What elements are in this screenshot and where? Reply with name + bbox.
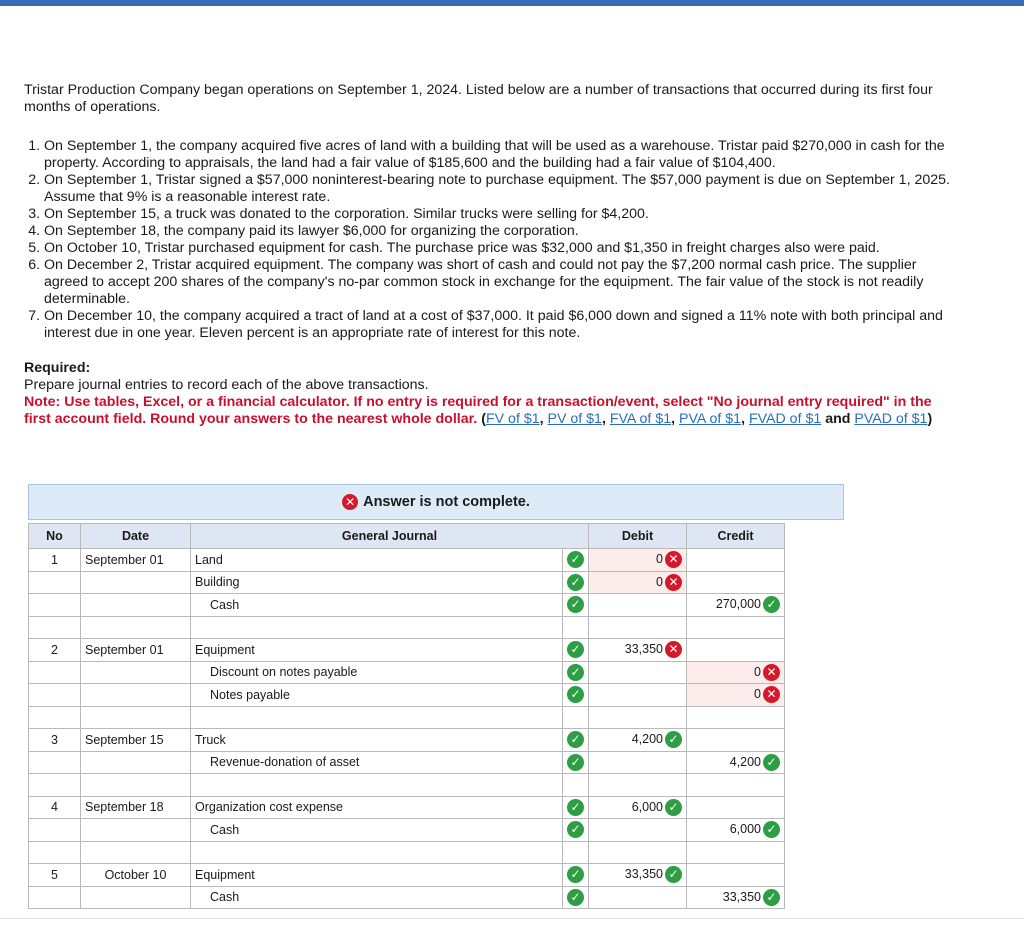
debit-field[interactable] [589,706,687,729]
credit-field[interactable] [687,594,785,617]
x-circle-icon: ✕ [763,664,780,681]
account-status [563,684,589,707]
account-status [563,796,589,819]
account-field[interactable] [191,684,563,707]
account-status [563,616,589,639]
credit-field[interactable] [687,571,785,594]
date-field[interactable] [81,661,191,684]
account-status [563,594,589,617]
account-status [563,571,589,594]
table-row [29,571,785,594]
table-row [29,819,785,842]
account-field[interactable] [191,661,563,684]
header-date: Date [81,524,191,549]
required-instruction: Prepare journal entries to record each of the above transactions. [24,377,429,393]
check-circle-icon: ✓ [567,574,584,591]
check-circle-icon: ✓ [763,889,780,906]
credit-field[interactable] [687,796,785,819]
answer-status-text: Answer is not complete. [363,494,530,510]
table-row [29,684,785,707]
transaction-item: 5. On October 10, Tristar purchased equipment for cash. The purchase price was $32,000 and $1,350 in freight charges also were paid. [44,240,954,257]
account-field[interactable] [191,796,563,819]
header-credit: Credit [687,524,785,549]
credit-value: 270,000 [715,597,761,612]
date-field[interactable] [81,684,191,707]
debit-field[interactable] [589,841,687,864]
table-row [29,864,785,887]
account-name: Discount on notes payable [210,665,358,680]
account-field[interactable] [191,616,563,639]
table-row [29,616,785,639]
account-name: Truck [195,732,226,747]
check-circle-icon: ✓ [567,641,584,658]
transaction-list [24,138,954,342]
check-circle-icon: ✓ [567,821,584,838]
table-header-row [29,524,785,549]
table-row [29,594,785,617]
x-circle-icon: ✕ [665,551,682,568]
date-field[interactable] [81,594,191,617]
account-field[interactable] [191,706,563,729]
debit-field[interactable] [589,796,687,819]
row-no [29,751,81,774]
debit-field[interactable] [589,751,687,774]
table-row [29,796,785,819]
date-field[interactable] [81,751,191,774]
debit-field[interactable] [589,684,687,707]
account-status [563,751,589,774]
top-accent-bar [0,0,1024,6]
account-status [563,639,589,662]
credit-value: 4,200 [729,754,761,769]
credit-field[interactable] [687,616,785,639]
row-no: 2 [29,639,81,662]
account-name: Cash [210,822,240,837]
header-debit: Debit [589,524,687,549]
account-name: Building [195,575,240,590]
required-note [24,394,954,428]
row-no: 1 [29,549,81,572]
check-circle-icon: ✓ [567,551,584,568]
table-row [29,841,785,864]
debit-field[interactable] [589,639,687,662]
check-circle-icon: ✓ [567,754,584,771]
row-no [29,594,81,617]
account-status [563,841,589,864]
debit-field[interactable] [589,594,687,617]
table-row [29,751,785,774]
transaction-item: 3. On September 15, a truck was donated to the corporation. Similar trucks were selling for $4,200. [44,206,954,223]
account-name: Revenue-donation of asset [210,755,360,770]
row-no [29,841,81,864]
account-status [563,886,589,909]
row-no: 4 [29,796,81,819]
debit-field[interactable] [589,819,687,842]
link-fva-of-1[interactable]: FVA of $1 [609,411,672,427]
date-field[interactable] [81,706,191,729]
account-status [563,706,589,729]
debit-field[interactable] [589,864,687,887]
link-pva-of-1[interactable]: PVA of $1 [679,411,742,427]
account-field[interactable] [191,571,563,594]
account-status [563,864,589,887]
check-circle-icon: ✓ [665,731,682,748]
debit-value: 0 [656,552,663,567]
date-field[interactable]: September 15 [81,729,191,752]
credit-field[interactable] [687,706,785,729]
link-pvad-of-1[interactable]: PVAD of $1 [854,411,928,427]
account-field[interactable] [191,639,563,662]
account-field[interactable] [191,751,563,774]
check-circle-icon: ✓ [567,731,584,748]
date-field[interactable] [81,571,191,594]
transaction-item: 7. On December 10, the company acquired a tract of land at a cost of $37,000. It paid $6,000 down and signed a 11% note with both principal and interest due in one year. Eleven percent is an appropriate rate of interest for this note. [44,308,954,342]
intro-paragraph: Tristar Production Company began operations on September 1, 2024. Listed below are a number of transactions that occurred during its first four months of operations. [24,82,933,115]
check-circle-icon: ✓ [567,889,584,906]
credit-value: 33,350 [722,889,761,904]
account-name: Equipment [195,867,255,882]
account-name: Land [195,552,223,567]
table-links: (FV of $1, PV of $1, FVA of $1, PVA of $1, FVAD of $1 and PVAD of $1) [481,411,933,427]
debit-value: 4,200 [631,732,663,747]
credit-value: 0 [754,664,761,679]
row-no [29,886,81,909]
account-field[interactable] [191,729,563,752]
check-circle-icon: ✓ [567,866,584,883]
debit-value: 6,000 [631,799,663,814]
row-no [29,616,81,639]
credit-field[interactable] [687,886,785,909]
row-no [29,571,81,594]
account-name: Cash [210,890,240,905]
credit-field[interactable] [687,549,785,572]
credit-field[interactable] [687,661,785,684]
answer-status-banner [28,484,844,520]
row-no [29,684,81,707]
check-circle-icon: ✓ [763,596,780,613]
table-row [29,661,785,684]
account-status [563,729,589,752]
table-row [29,774,785,797]
account-status [563,661,589,684]
debit-field[interactable] [589,886,687,909]
row-no [29,774,81,797]
credit-field[interactable] [687,774,785,797]
row-no: 3 [29,729,81,752]
account-name: Notes payable [210,687,290,702]
check-circle-icon: ✓ [567,686,584,703]
credit-field[interactable] [687,684,785,707]
required-heading: Required: [24,360,91,376]
transaction-item: 6. On December 2, Tristar acquired equipment. The company was short of cash and could not pay the $7,200 normal cash price. The supplier agreed to accept 200 shares of the company's no-par common stock in exchange for the equipment. The fair value of the stock is not readily determinable. [44,257,954,308]
row-no [29,661,81,684]
general-journal-table [28,523,785,909]
debit-field[interactable] [589,549,687,572]
bottom-divider [0,918,1024,919]
debit-field[interactable] [589,661,687,684]
debit-field[interactable] [589,729,687,752]
check-circle-icon: ✓ [567,799,584,816]
link-fv-of-1[interactable]: FV of $1 [485,411,540,427]
check-circle-icon: ✓ [567,596,584,613]
account-field[interactable] [191,864,563,887]
link-fvad-of-1[interactable]: FVAD of $1 [748,411,822,427]
x-circle-icon: ✕ [763,686,780,703]
x-circle-icon: ✕ [342,494,358,510]
date-field[interactable]: September 18 [81,796,191,819]
note-text: Note: Use tables, Excel, or a financial calculator. If no entry is required for a transaction/event, select "No journal entry required" in the first account field. Round your answers to the nearest whole dollar. [24,394,932,427]
check-circle-icon: ✓ [567,664,584,681]
transaction-item: 1. On September 1, the company acquired five acres of land with a building that will be used as a warehouse. Tristar paid $270,000 in cash for the property. According to appraisals, the land had a fair value of $185,600 and the building had a fair value of $104,400. [44,138,954,172]
date-field[interactable]: September 01 [81,639,191,662]
link-pv-of-1[interactable]: PV of $1 [547,411,602,427]
x-circle-icon: ✕ [665,641,682,658]
debit-value: 33,350 [624,642,663,657]
account-name: Equipment [195,642,255,657]
account-field[interactable] [191,886,563,909]
date-field[interactable] [81,819,191,842]
credit-value: 0 [754,687,761,702]
and-text: and [825,411,851,427]
account-status [563,549,589,572]
row-no [29,819,81,842]
header-general-journal: General Journal [191,524,589,549]
row-no [29,706,81,729]
credit-value: 6,000 [729,822,761,837]
credit-field[interactable] [687,864,785,887]
date-field[interactable] [81,774,191,797]
debit-field[interactable] [589,616,687,639]
table-row [29,706,785,729]
credit-field[interactable] [687,841,785,864]
account-status [563,819,589,842]
problem-text [24,82,954,428]
table-row [29,639,785,662]
account-name: Cash [210,597,240,612]
account-field[interactable] [191,841,563,864]
row-no: 5 [29,864,81,887]
date-field[interactable]: September 01 [81,549,191,572]
account-field[interactable] [191,819,563,842]
date-field[interactable] [81,616,191,639]
date-field[interactable] [81,841,191,864]
account-name: Organization cost expense [195,800,344,815]
table-row [29,729,785,752]
check-circle-icon: ✓ [665,799,682,816]
transaction-item: 2. On September 1, Tristar signed a $57,000 noninterest-bearing note to purchase equipment. The $57,000 payment is due on September 1, 2025. Assume that 9% is a reasonable interest rate. [44,172,954,206]
check-circle-icon: ✓ [763,821,780,838]
credit-field[interactable] [687,751,785,774]
table-row [29,549,785,572]
debit-value: 0 [656,574,663,589]
transaction-item: 4. On September 18, the company paid its lawyer $6,000 for organizing the corporation. [44,223,954,240]
debit-field[interactable] [589,774,687,797]
check-circle-icon: ✓ [763,754,780,771]
check-circle-icon: ✓ [665,866,682,883]
date-field[interactable]: October 10 [81,864,191,887]
debit-value: 33,350 [624,867,663,882]
account-field[interactable] [191,549,563,572]
credit-field[interactable] [687,639,785,662]
debit-field[interactable] [589,571,687,594]
credit-field[interactable] [687,819,785,842]
table-row [29,886,785,909]
account-status [563,774,589,797]
x-circle-icon: ✕ [665,574,682,591]
account-field[interactable] [191,774,563,797]
header-no: No [29,524,81,549]
account-field[interactable] [191,594,563,617]
credit-field[interactable] [687,729,785,752]
date-field[interactable] [81,886,191,909]
